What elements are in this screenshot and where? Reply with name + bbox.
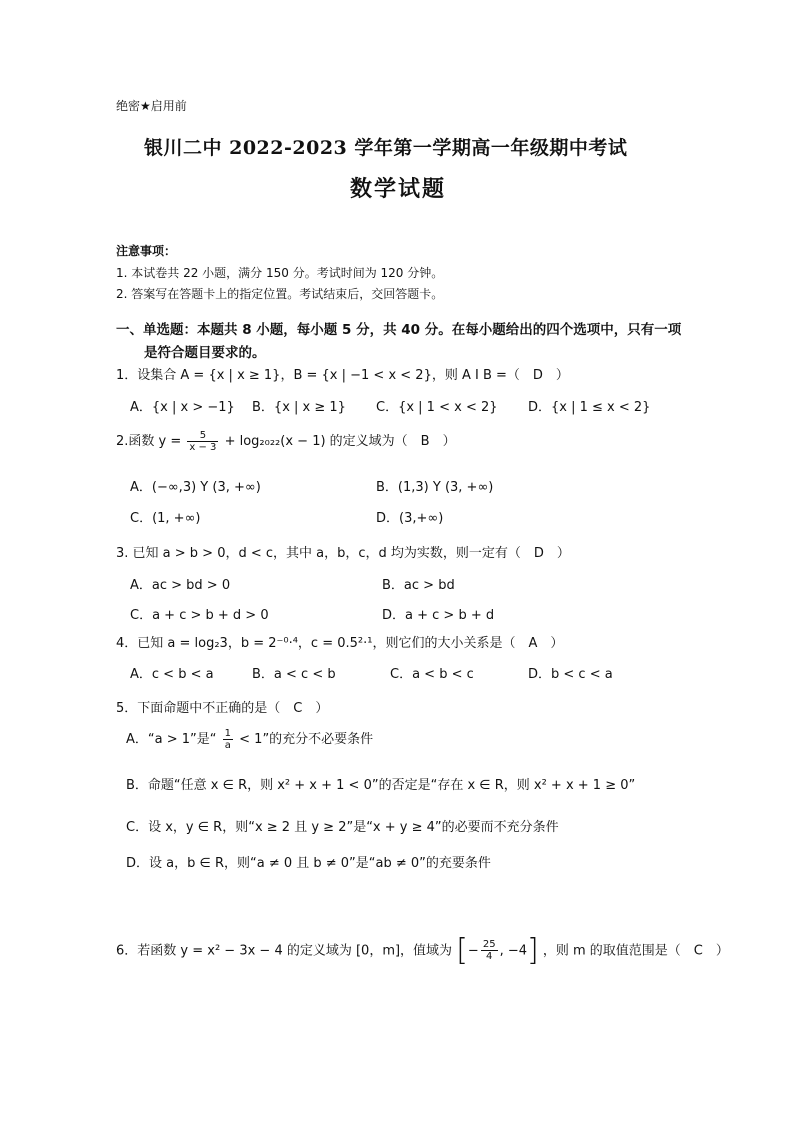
question-6-fraction-denominator: 4: [481, 950, 498, 962]
question-1-option-b: B．{x | x ≥ 1}: [252, 400, 346, 415]
question-6-right-bracket: ]: [527, 933, 539, 968]
question-2-option-c: C．(1, +∞): [130, 511, 201, 526]
question-5-stem: 5．下面命题中不正确的是（ C ）: [116, 701, 329, 716]
question-5-option-a-post: < 1”的充分不必要条件: [239, 732, 374, 747]
section-heading-line1: 一、单选题：本题共 8 小题，每小题 5 分，共 40 分。在每小题给出的四个选项中，只有一项: [116, 322, 682, 338]
question-1-option-a: A．{x | x > −1}: [130, 400, 235, 415]
question-3-stem: 3. 已知 a > b > 0，d < c，其中 a，b，c，d 均为实数，则一定有（ D ）: [116, 546, 570, 561]
question-2-prefix: 2.函数 y =: [116, 434, 182, 449]
question-2-option-a: A．(−∞,3) Y (3, +∞): [130, 480, 261, 495]
question-2-fraction-denominator: x − 3: [189, 441, 217, 453]
question-5-option-a-fraction: [223, 729, 233, 751]
question-4-stem: 4．已知 a = log₂3，b = 2⁻⁰·⁴，c = 0.5²·¹，则它们的大小关系是（ A ）: [116, 636, 564, 651]
question-6-left-bracket: [: [456, 933, 468, 968]
question-6-fraction: [481, 940, 498, 962]
notes-heading: 注意事项：: [116, 244, 177, 258]
question-3-option-b: B．ac > bd: [382, 578, 455, 593]
question-6-pre: 6．若函数 y = x² − 3x − 4 的定义域为 [0，m]，值域为: [116, 943, 453, 959]
notes-item-1: 1. 本试卷共 22 小题，满分 150 分。考试时间为 120 分钟。: [116, 266, 444, 280]
question-1-stem: 1．设集合 A = {x | x ≥ 1}，B = {x | −1 < x < 2}，则 A I B =（ D ）: [116, 368, 569, 383]
question-6-minus: −: [467, 943, 479, 959]
question-4-option-c: C．a < b < c: [390, 667, 474, 682]
question-2-option-b: B．(1,3) Y (3, +∞): [376, 480, 494, 495]
question-1-option-d: D．{x | 1 ≤ x < 2}: [528, 400, 651, 415]
question-4-option-a: A．c < b < a: [130, 667, 214, 682]
question-2-suffix: + log₂₀₂₂(x − 1) 的定义域为（ B ）: [224, 434, 456, 449]
question-1-option-c: C．{x | 1 < x < 2}: [376, 400, 498, 415]
confidential-label: 绝密★启用前: [116, 99, 187, 113]
question-3-option-a: A．ac > bd > 0: [130, 578, 231, 593]
question-5-option-a-fraction-denominator: a: [223, 739, 233, 751]
question-2-fraction-numerator: 5: [199, 429, 207, 441]
question-3-option-c: C．a + c > b + d > 0: [130, 608, 269, 623]
question-2-option-d: D．(3,+∞): [376, 511, 444, 526]
question-4-option-d: D．b < c < a: [528, 667, 613, 682]
question-6-fraction-numerator: 25: [482, 939, 496, 950]
question-6-post: ，则 m 的取值范围是（ C ）: [542, 943, 729, 959]
exam-subtitle: 数学试题: [350, 176, 447, 202]
question-2-fraction: [187, 431, 218, 453]
question-3-option-d: D．a + c > b + d: [382, 608, 495, 623]
question-4-option-b: B．a < c < b: [252, 667, 336, 682]
question-5-option-b: B．命题“任意 x ∈ R，则 x² + x + 1 < 0”的否定是“存在 x ∈ R，则 x² + x + 1 ≥ 0”: [126, 778, 636, 793]
question-6-mid: , −4: [499, 943, 527, 959]
question-5-option-a-pre: A．“a > 1”是“: [126, 732, 217, 747]
question-2-stem: [116, 430, 456, 453]
question-6-stem: [116, 933, 729, 968]
notes-item-2: 2. 答案写在答题卡上的指定位置。考试结束后，交回答题卡。: [116, 287, 444, 301]
question-5-option-c: C．设 x，y ∈ R，则“x ≥ 2 且 y ≥ 2”是“x + y ≥ 4”的必要而不充分条件: [126, 820, 559, 835]
section-heading-line2: 是符合题目要求的。: [144, 345, 266, 361]
question-5-option-a: [126, 728, 373, 751]
question-5-option-a-fraction-numerator: 1: [224, 727, 232, 739]
exam-title: 银川二中 2022-2023 学年第一学期高一年级期中考试: [144, 137, 628, 159]
question-5-option-d: D．设 a，b ∈ R，则“a ≠ 0 且 b ≠ 0”是“ab ≠ 0”的充要条件: [126, 856, 491, 871]
